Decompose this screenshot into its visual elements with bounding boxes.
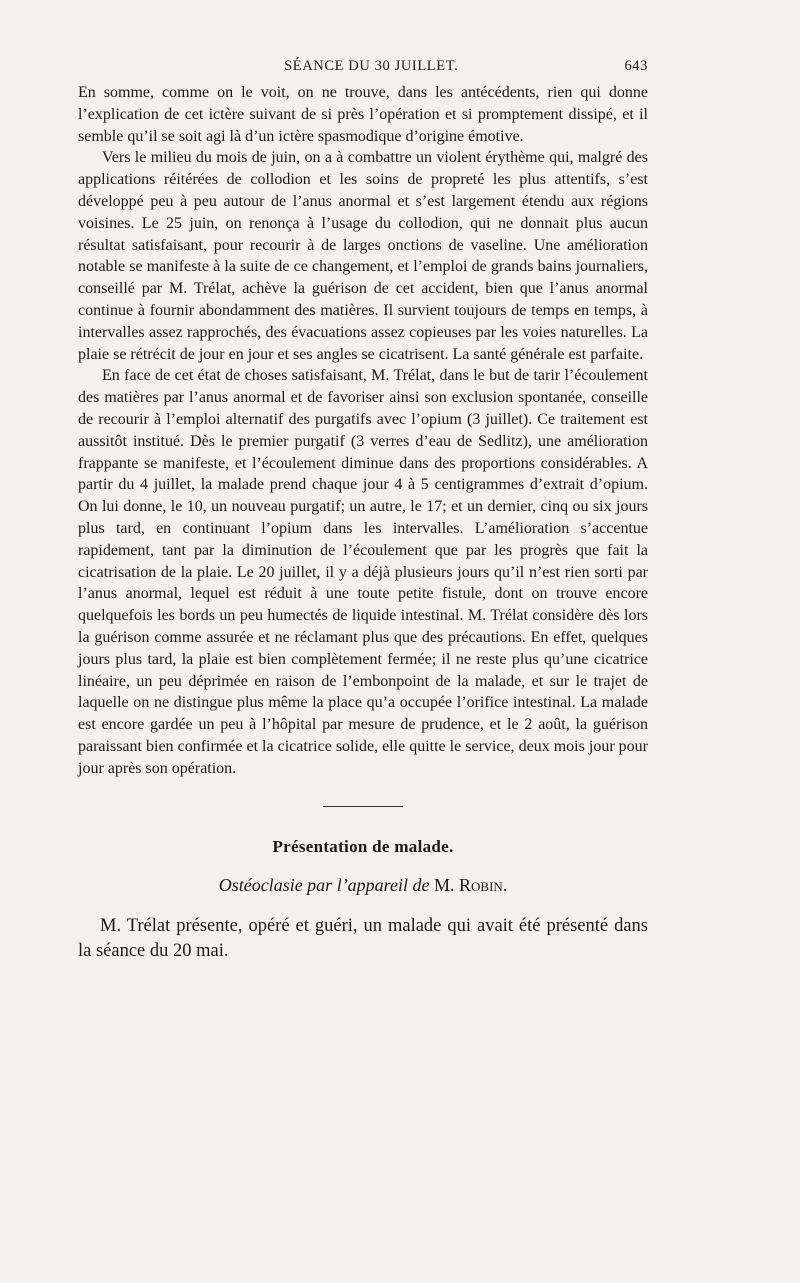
page xyxy=(78,58,648,982)
article-body xyxy=(78,82,648,780)
closing-paragraph: M. Trélat présente, opéré et guéri, un malade qui avait été présenté dans la séance du 20 mai. xyxy=(78,915,648,961)
section-title: Présentation de malade. xyxy=(272,836,454,856)
paragraph-2: Vers le milieu du mois de juin, on a à combattre un violent érythème qui, malgré des applications réitérées de collodion et les soins de propreté les plus attentifs, s’est développé peu à peu autour de l’anus anormal et s’est largement étendu aux régions voisines. Le 25 juin, on renonça à l’usage du collodion, qui ne donnait plus aucun résultat satisfaisant, pour recourir à de larges onctions de vaseline. Une amélioration notable se manifeste à la suite de ce changement, et l’emploi de grands bains journaliers, conseillé par M. Trélat, achève la guérison de cet accident, bien que l’anus anormal continue à fournir abondamment des matières. Il survient toujours de temps en temps, à intervalles assez rapprochés, des évacuations assez copieuses par les voies naturelles. La plaie se rétrécit de jour en jour et ses angles se cicatrisent. La santé générale est parfaite. xyxy=(78,149,648,363)
paragraph-1: En somme, comme on le voit, on ne trouve, dans les antécédents, rien qui donne l’explication de cet ictère suivant de si près l’opération et si promptement dissipé, et il semble qu’il se soit agi là d’un ictère spasmodique d’origine émotive. xyxy=(78,84,648,145)
paragraph-3: En face de cet état de choses satisfaisant, M. Trélat, dans le but de tarir l’écoulement des matières par l’anus anormal et de favoriser ainsi son exclusion spontanée, conseille de recourir à l’emploi alternatif des purgatifs avec l’opium (3 juillet). Ce traitement est aussitôt institué. Dès le premier purgatif (3 verres d’eau de Sedlitz), une amélioration frappante se manifeste, et l’écoulement diminue dans des proportions considérables. A partir du 4 juillet, la malade prend chaque jour 4 à 5 centigrammes d’extrait d’opium. On lui donne, le 10, un nouveau purgatif; un autre, le 17; et un dernier, cinq ou six jours plus tard, en continuant l’opium dans les intervalles. L’amélioration s’accentue rapidement, tant par la diminution de l’écoulement que par les progrès que fait la cicatrisation de la plaie. Le 20 juillet, il y a déjà plusieurs jours qu’il n’est rien sorti par l’anus anormal, lequel est réduit à une toute petite fistule, dont on trouve encore quelquefois les bords un peu humectés de liquide intestinal. M. Trélat considère dès lors la guérison comme assurée et ne réclamant plus que des précautions. En effet, quelques jours plus tard, la plaie est bien complètement fermée; il ne reste plus qu’une cicatrice linéaire, un peu déprimée en raison de l’embonpoint de la malade, et sur le trajet de laquelle on ne distingue plus même la place qu’a occupée l’orifice intestinal. La malade est encore gardée un peu à l’hôpital par mesure de prudence, et le 2 août, la guérison paraissant bien confirmée et la cicatrice solide, elle quitte le service, deux mois jour pour jour après son opération. xyxy=(78,367,648,777)
subtitle-italic: Ostéoclasie par l’appareil de xyxy=(218,874,430,895)
page-number: 643 xyxy=(624,58,648,74)
section-subtitle xyxy=(78,875,648,896)
subtitle-name: M. Robin. xyxy=(434,874,508,895)
header-title: SÉANCE DU 30 JUILLET. xyxy=(284,58,459,74)
section-divider xyxy=(323,806,403,807)
running-header xyxy=(78,58,648,82)
